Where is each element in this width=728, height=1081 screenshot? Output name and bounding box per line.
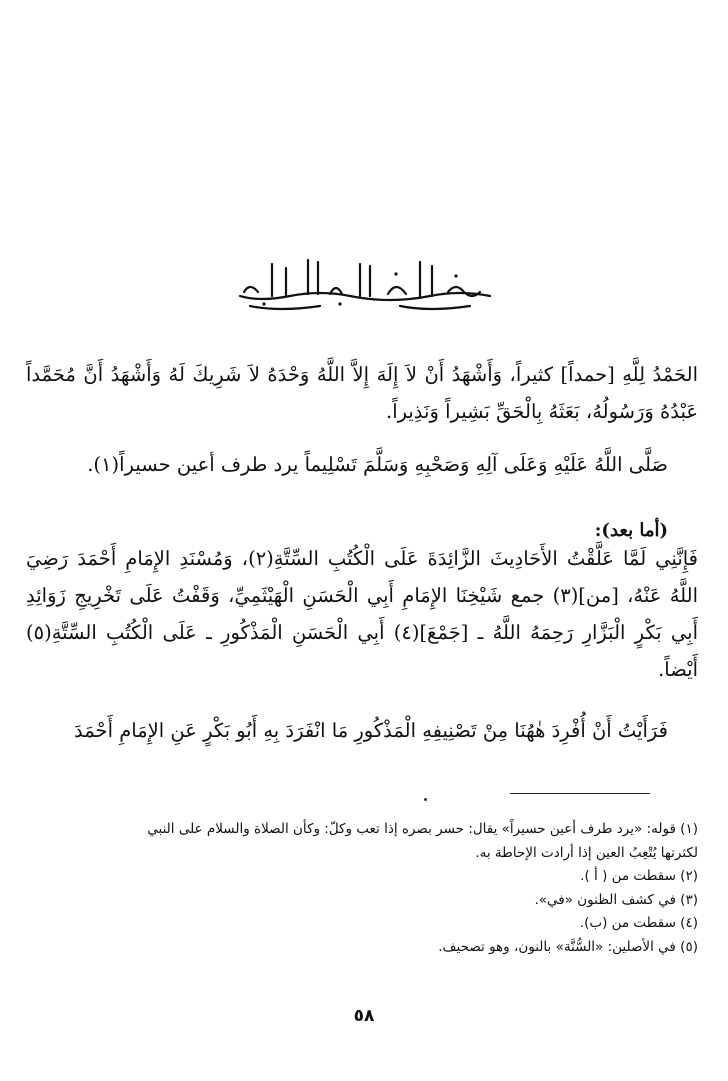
dot-mark <box>424 798 427 801</box>
footnote-item: (٢) سقطت من ( أ ). <box>580 868 698 884</box>
footnotes-list <box>26 818 698 959</box>
amma-baad-heading: (أما بعد): <box>594 520 668 541</box>
main-paragraph: فَإِنَّنِي لَمَّا عَلَّقْتُ الأَحَادِيثَ الزَّائِدَةَ عَلَى الْكُتُبِ السِّتَّةِ(٢)، وَمُسْنَدِ الإِمَامِ أَحْمَدَ رَضِيَ اللَّهُ عَنْهُ، [من](٣) جمع شَيْخِنَا الإِمَامِ أَبِي الْحَسَنِ الْهَيْثَمِيِّ، وَقَفْتُ عَلَى تَخْرِيجِ زَوَائِدِ أَبِي بَكْرٍ الْبَزَّارِ رَحِمَهُ اللَّهُ ـ [جَمْعَ](٤) أَبِي الْحَسَنِ الْمَذْكُورِ ـ عَلَى الْكُتُبِ السِّتَّةِ(٥) أَيْضاً. <box>26 547 699 681</box>
footnote-item-continuation: لكثرتها يُتْعِبُ العين إذا أرادت الإحاطة به. <box>475 844 698 861</box>
footnote-item: (٤) سقطت من (ب). <box>579 915 698 931</box>
footnote-item: (١) قوله: «يرد طرف أعين حسيراً» يقال: حسر بصره إذا تعب وكلّ: وكأن الصلاة والسلام على النبي <box>147 821 698 837</box>
footnote-item: (٥) في الأصلين: «السُّنَّة» بالنون، وهو تصحيف. <box>438 938 698 955</box>
page-number: ٥٨ <box>353 1006 375 1026</box>
footnote-item: (٣) في كشف الظنون «في». <box>534 891 698 908</box>
salutation-paragraph: صَلَّى اللَّهُ عَلَيْهِ وَعَلَى آلِهِ وَصَحْبِهِ وَسَلَّمَ تَسْلِيماً يرد طرف أعين حسيراً(١). <box>87 453 668 476</box>
footnote-divider <box>510 793 650 794</box>
basmala-calligraphy <box>220 252 510 314</box>
continuation-paragraph: فَرَأَيْتُ أَنْ أُفْرِدَ هٰهُنَا مِنْ تَصْنِيفِهِ الْمَذْكُورِ مَا انْفَرَدَ بِهِ أَبُو بَكْرٍ عَنِ الإِمَامِ أَحْمَدَ <box>74 719 668 742</box>
basmala-calligraphy-icon <box>220 252 510 314</box>
praise-paragraph: الحَمْدُ لِلَّهِ [حمداً] كثيراً، وَأَشْهَدُ أَنْ لاَ إِلَهَ إِلاَّ اللَّهُ وَحْدَهُ لاَ شَرِيكَ لَهُ وَأَشْهَدُ أَنَّ مُحَمَّداً عَبْدُهُ وَرَسُولُهُ، بَعَثَهُ بِالْحَقِّ بَشِيراً وَنَذِيراً. <box>26 363 698 423</box>
